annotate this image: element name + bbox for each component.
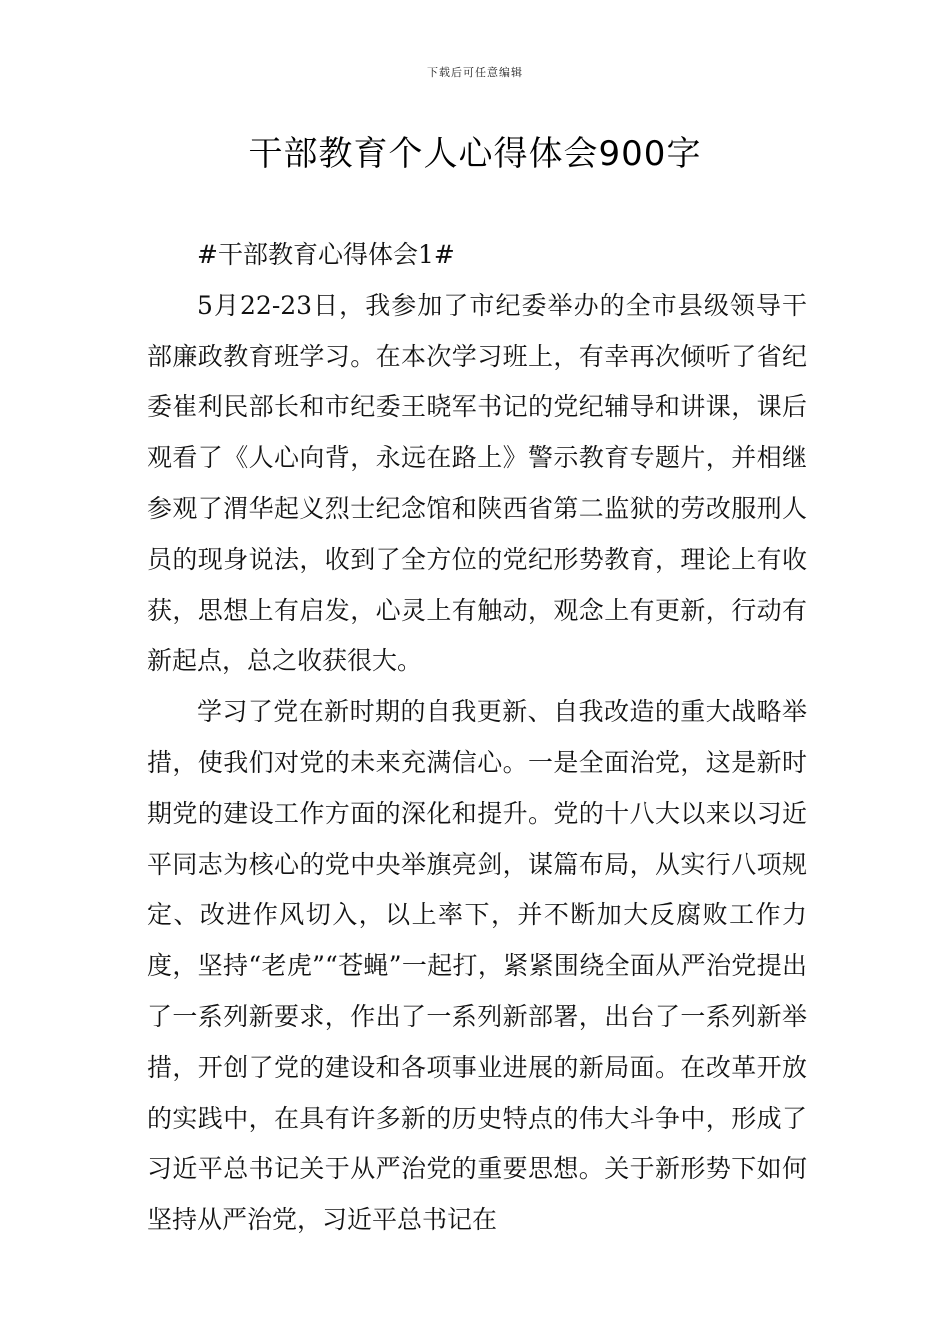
paragraph: 5月22-23日，我参加了市纪委举办的全市县级领导干部廉政教育班学习。在本次学习班上，有幸再次倾听了省纪委崔利民部长和市纪委王晓军书记的党纪辅导和讲课，课后观看了《人心向背，永远在路上》警示教育专题片，并相继参观了渭华起义烈士纪念馆和陕西省第二监狱的劳改服刑人员的现身说法，收到了全方位的党纪形势教育，理论上有收获，思想上有启发，心灵上有触动，观念上有更新，行动有新起点，总之收获很大。 <box>147 290 807 676</box>
document-title: 干部教育个人心得体会900字 <box>248 134 702 174</box>
section-heading: #干部教育心得体会1# <box>197 240 455 269</box>
document-body <box>147 230 807 1246</box>
paragraph: 学习了党在新时期的自我更新、自我改造的重大战略举措，使我们对党的未来充满信心。一是全面治党，这是新时期党的建设工作方面的深化和提升。党的十八大以来以习近平同志为核心的党中央举旗亮剑，谋篇布局，从实行八项规定、改进作风切入，以上率下，并不断加大反腐败工作力度，坚持“老虎”“苍蝇”一起打，紧紧围绕全面从严治党提出了一系列新要求，作出了一系列新部署，出台了一系列新举措，开创了党的建设和各项事业进展的新局面。在改革开放的实践中，在具有许多新的历史特点的伟大斗争中，形成了习近平总书记关于从严治党的重要思想。关于新形势下如何坚持从严治党，习近平总书记在 <box>147 697 807 1235</box>
header-note: 下载后可任意编辑 <box>427 66 523 79</box>
